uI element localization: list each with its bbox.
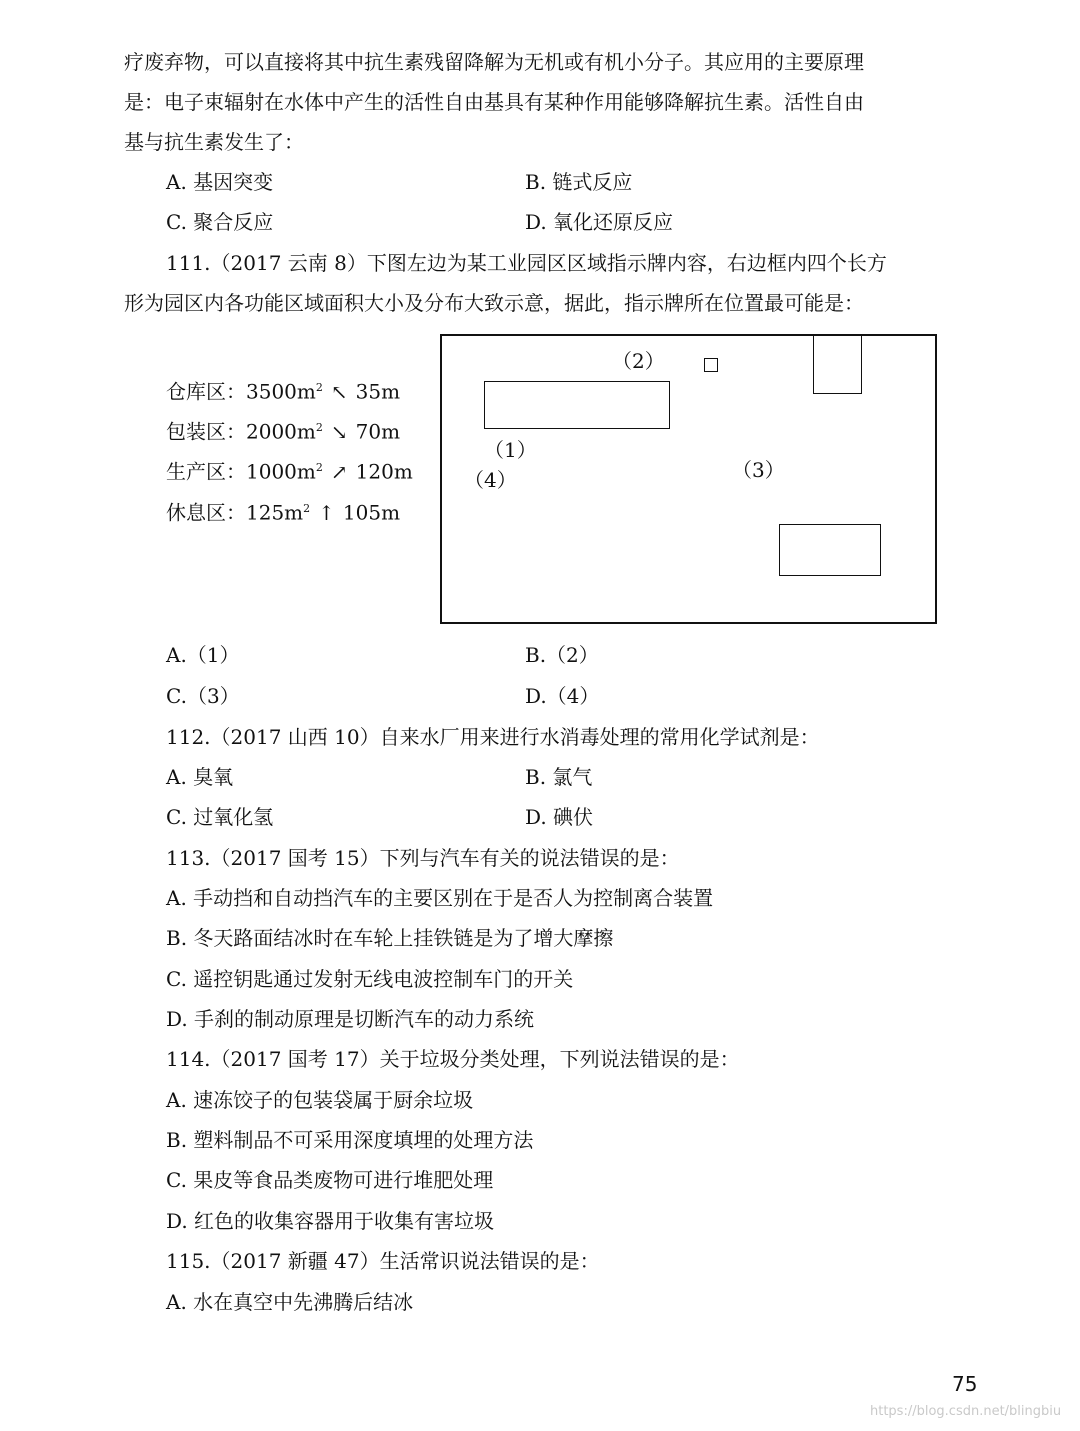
page-number: 75 (952, 1372, 978, 1396)
option-c: C. 遥控钥匙通过发射无线电波控制车门的开关 (166, 967, 574, 991)
diagram-label-1: （1） (484, 438, 537, 462)
paragraph-line: 基与抗生素发生了： (124, 130, 304, 154)
question-115-stem: 115.（2017 新疆 47）生活常识说法错误的是： (166, 1249, 600, 1273)
arrow-northwest-icon: ↖ (330, 379, 348, 404)
question-113-stem: 113.（2017 国考 15）下列与汽车有关的说法错误的是： (166, 846, 680, 870)
arrow-northeast-icon: ↗ (330, 459, 348, 484)
option-d: D.（4） (525, 684, 600, 708)
question-112-stem: 112.（2017 山西 10）自来水厂用来进行水消毒处理的常用化学试剂是： (166, 725, 820, 749)
option-a: A. 基因突变 (166, 170, 274, 194)
option-c: C.（3） (166, 684, 240, 708)
option-d: D. 氧化还原反应 (525, 210, 674, 234)
option-d: D. 红色的收集容器用于收集有害垃圾 (166, 1209, 495, 1233)
option-a: A. 速冻饺子的包装袋属于厨余垃圾 (166, 1088, 474, 1112)
option-a: A. 手动挡和自动挡汽车的主要区别在于是否人为控制离合装置 (166, 886, 714, 910)
sign-row-warehouse: 仓库区：$3500m^2$ ↖ 35m (166, 379, 401, 404)
option-c: C. 过氧化氢 (166, 805, 274, 829)
sign-row-production: 生产区：$1000m^2$ ↗ 120m (166, 459, 413, 484)
arrow-southeast-icon: ↘ (330, 419, 348, 444)
paragraph-line: 是：电子束辐射在水体中产生的活性自由基具有某种作用能够降解抗生素。活性自由 (124, 90, 864, 114)
option-b: B. 链式反应 (525, 170, 633, 194)
paragraph-line: 疗废弃物，可以直接将其中抗生素残留降解为无机或有机小分子。其应用的主要原理 (124, 50, 864, 74)
watermark: https://blog.csdn.net/blingbiu (870, 1404, 1062, 1419)
option-c: C. 聚合反应 (166, 210, 274, 234)
zone-rect-medium (779, 524, 881, 576)
option-a: A.（1） (166, 643, 240, 667)
option-a: A. 水在真空中先沸腾后结冰 (166, 1290, 414, 1314)
option-b: B. 塑料制品不可采用深度填埋的处理方法 (166, 1128, 534, 1152)
question-114-stem: 114.（2017 国考 17）关于垃圾分类处理，下列说法错误的是： (166, 1047, 740, 1071)
zone-rect-small (704, 358, 718, 372)
option-d: D. 碘伏 (525, 805, 594, 829)
option-b: B. 冬天路面结冰时在车轮上挂铁链是为了增大摩擦 (166, 926, 614, 950)
question-111-stem: 111.（2017 云南 8）下图左边为某工业园区区域指示牌内容，右边框内四个长方 (166, 251, 887, 275)
sign-row-packing: 包装区：$2000m^2$ ↘ 70m (166, 419, 401, 444)
diagram-label-4: （4） (464, 468, 517, 492)
option-a: A. 臭氧 (166, 765, 234, 789)
option-c: C. 果皮等食品类废物可进行堆肥处理 (166, 1168, 494, 1192)
diagram-label-3: （3） (732, 458, 785, 482)
zone-rect-large (484, 381, 670, 429)
arrow-up-icon: ↑ (318, 500, 335, 525)
option-b: B. 氯气 (525, 765, 593, 789)
zone-rect-tall (813, 334, 862, 394)
question-111-stem-cont: 形为园区内各功能区域面积大小及分布大致示意，据此，指示牌所在位置最可能是： (124, 291, 864, 315)
sign-row-rest: 休息区：$125m^2$ ↑ 105m (166, 500, 401, 525)
option-d: D. 手刹的制动原理是切断汽车的动力系统 (166, 1007, 535, 1031)
diagram-label-2: （2） (612, 349, 665, 373)
option-b: B.（2） (525, 643, 599, 667)
park-layout-diagram (440, 334, 937, 624)
